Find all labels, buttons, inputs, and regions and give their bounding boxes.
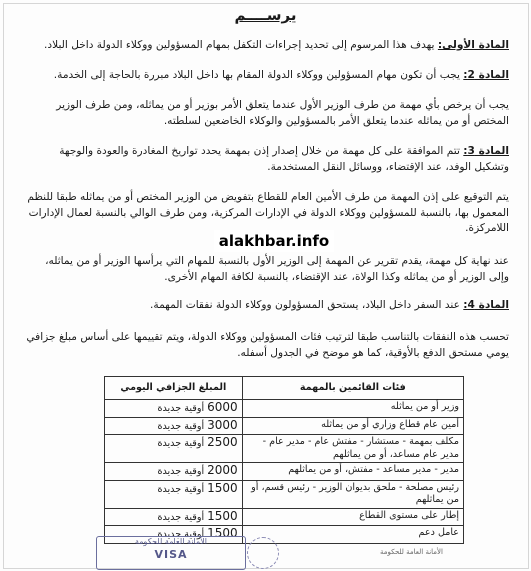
table-row: [105, 508, 464, 526]
amount-unit: أوقية جديدة: [157, 420, 205, 432]
decree-heading: يرســــم: [234, 6, 297, 24]
article-2-label: المادة 2:: [463, 69, 509, 81]
table-row: [105, 480, 464, 508]
amount-value: 2000: [207, 463, 238, 477]
amount-value: 2500: [207, 435, 238, 449]
amount-value: 1500: [207, 508, 238, 523]
amount-value: 3000: [207, 417, 238, 432]
amount-cell: [105, 508, 243, 526]
article-4: [22, 298, 509, 314]
report-paragraph: عند نهاية كل مهمة، يقدم تقرير عن المهمة إلى الوزير الأول بالنسبة للمهام التي يرأسها الوزير أو من يماثله، وإلى الوزير أو من يماثله وكذا الولاة، عند الإقتضاء، بالنسبة لكافة المهام الأخرى.: [45, 255, 509, 283]
daily-allowance-table: [104, 376, 464, 544]
article-2: [22, 68, 509, 84]
table-row: [105, 435, 464, 463]
signature-paragraph: يتم التوقيع على إذن المهمة من طرف الأمين العام للقطاع بتفويض من الوزير المختص أو من يماثله طبقا للنظم المعمول بها، بالنسبة للمسؤولين ووكلاء الدولة في الإدارات المركزية، ومن طرف الوالي بالنسبة لعمال الإدارات اللامركزة.: [27, 191, 509, 234]
header-amount: المبلغ الجزافي اليومي: [105, 377, 243, 400]
visa-stamp: [96, 536, 246, 570]
category-cell: إطار على مستوى القطاع: [242, 508, 463, 526]
watermark: alakhbar.info: [214, 230, 334, 252]
amount-cell: [105, 400, 243, 418]
table-row: [105, 463, 464, 481]
article-3-text: تتم الموافقة على كل مهمة من خلال إصدار إذن بمهمة يحدد تواريخ المغادرة والعودة والوجهة وتشكيل الوفد، عند الإقتضاء، ووسائل النقل المستخدمة.: [59, 145, 509, 173]
article-4-text: عند السفر داخل البلاد، يستحق المسؤولون ووكلاء الدولة نفقات المهمة.: [150, 299, 464, 311]
secretariat-stamp: الأمانة العامة للحكومة: [379, 548, 443, 556]
amount-unit: أوقية جديدة: [157, 483, 205, 495]
category-cell: أمين عام قطاع وزاري أو من يماثله: [242, 417, 463, 435]
amount-unit: أوقية جديدة: [157, 403, 205, 414]
visa-stamp-text: VISA: [154, 548, 188, 561]
amount-unit: أوقية جديدة: [157, 466, 205, 477]
table-header-row: [105, 377, 464, 400]
article-3: [22, 144, 509, 175]
header-category: فئات القائمين بالمهمة: [242, 377, 463, 400]
category-cell: مكلف بمهمة - مستشار - مفتش عام - مدير عام - مدير عام مساعد، أو من يماثلهم: [242, 435, 463, 463]
article-1-label: المادة الأولى:: [437, 39, 509, 51]
amount-cell: [105, 463, 243, 481]
table-row: [105, 400, 464, 418]
amount-unit: أوقية جديدة: [157, 511, 205, 523]
category-cell: مدير - مدير مساعد - مفتش، أو من يماثلهم: [242, 463, 463, 481]
amount-cell: [105, 417, 243, 435]
visa-stamp-line: الأمانة العامة للحكومة: [134, 537, 207, 546]
round-seal: [247, 537, 279, 569]
table-row: [105, 417, 464, 435]
amount-unit: أوقية جديدة: [157, 438, 205, 449]
amount-cell: [105, 480, 243, 508]
category-cell: وزير أو من يماثله: [242, 400, 463, 418]
article-1: [22, 38, 509, 54]
article-4-label: المادة 4:: [463, 299, 509, 311]
category-cell: عامل دعم: [242, 526, 463, 544]
authorization-paragraph: يجب أن يرخص بأي مهمة من طرف الوزير الأول عندما يتعلق الأمر بوزير أو من يماثله، ومن طرف الوزير المختص أو من يماثله عندما يتعلق الأمر بالمسؤولين والوكلاء الخاضعين لسلطته.: [56, 99, 509, 127]
amount-cell: [105, 435, 243, 463]
amount-value: 1500: [207, 480, 238, 495]
article-1-text: يهدف هذا المرسوم إلى تحديد إجراءات التكفل بمهام المسؤولين ووكلاء الدولة داخل البلاد.: [44, 39, 438, 51]
article-2-text: يجب أن تكون مهام المسؤولين ووكلاء الدولة المقام بها داخل البلاد مبررة بالحاجة إلى الخدمة.: [53, 69, 464, 81]
category-cell: رئيس مصلحة - ملحق بديوان الوزير - رئيس قسم، أو من يماثلهم: [242, 480, 463, 508]
amount-value: 1500: [207, 526, 238, 540]
amount-value: 6000: [207, 400, 238, 414]
fees-paragraph: تحسب هذه النفقات بالتناسب طبقا لترتيب فئات المسؤولين ووكلاء الدولة، ويتم تقييمها على أساس مبلغ جزافي يومي مستحق الدفع بالأوقية، كما هو موضح في الجدول أسفله.: [26, 331, 509, 359]
amount-unit: أوقية جديدة: [157, 529, 205, 540]
article-3-label: المادة 3:: [463, 145, 509, 157]
